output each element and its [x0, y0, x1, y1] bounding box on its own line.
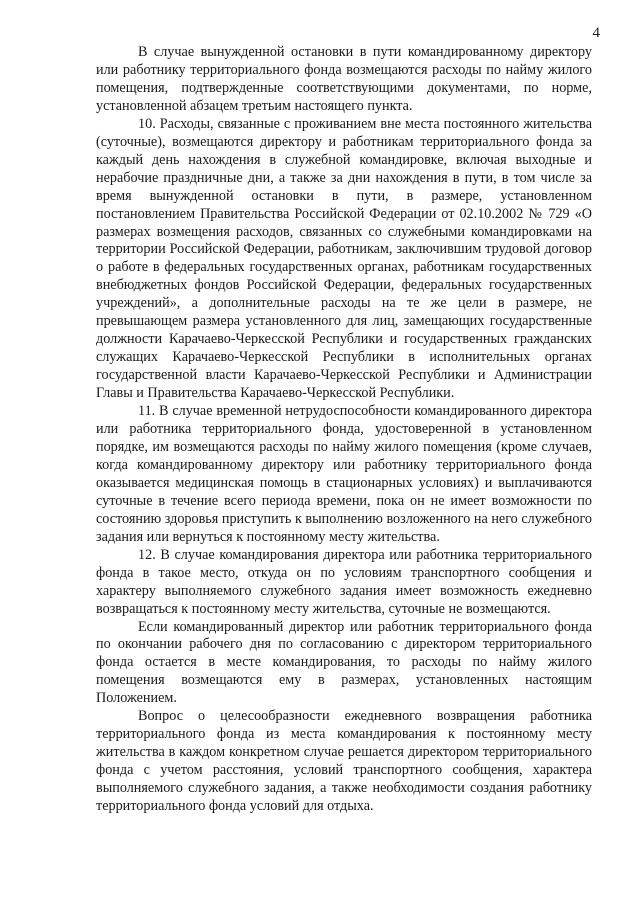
document-body [96, 44, 592, 816]
paragraph-11: 11. В случае временной нетрудоспособности командированного директора или работника территориального фонда, удостоверенной в установленном порядке, им возмещаются расходы по найму жилого помещения (кроме случаев, когда командированному директору или работнику территориального фонда оказывается медицинская помощь в стационарных условиях) и выплачиваются суточные в течение всего периода времени, пока он не имеет возможности по состоянию здоровья приступить к выполнению возложенного на него служебного задания или вернуться к постоянному месту жительства. [96, 403, 592, 545]
paragraph-10: 10. Расходы, связанные с проживанием вне места постоянного жительства (суточные), возмещаются директору и работникам территориального фонда за каждый день нахождения в служебной командировке, включая выходные и нерабочие праздничные дни, а также за дни нахождения в пути, в том числе за время вынужденной остановки в пути, в размере, установленном постановлением Правительства Российской Федерации от 02.10.2002 № 729 «О размерах возмещения расходов, связанных со служебными командировками на территории Российской Федерации, работникам, заключившим трудовой договор о работе в федеральных государственных органах, работникам государственных внебюджетных фондов Российской Федерации, федеральных государственных учреждений», а дополнительные расходы на те же цели в размере, не превышающем размера установленного для лиц, замещающих государственные должности Карачаево-Черкесской Республики и государственных гражданских служащих Карачаево-Черкесской Республики в исполнительных органах государственной власти Карачаево-Черкесской Республики и Администрации Главы и Правительства Карачаево-Черкесской Республики. [96, 115, 592, 402]
paragraph-forced-stop: В случае вынужденной остановки в пути командированному директору или работнику территориального фонда возмещаются расходы по найму жилого помещения, подтвержденные соответствующими документами, по норме, установленной абзацем третьим настоящего пункта. [96, 44, 592, 114]
page-number: 4 [592, 25, 600, 41]
paragraph-12-return: Вопрос о целесообразности ежедневного возвращения работника территориального фонда из места командирования к постоянному месту жительства в каждом конкретном случае решается директором территориального фонда с учетом расстояния, условий транспортного сообщения, характера выполняемого служебного задания, а также необходимости создания работнику территориального фонда условий для отдыха. [96, 708, 592, 815]
paragraph-12-stay: Если командированный директор или работник территориального фонда по окончании рабочего дня по согласованию с директором территориального фонда остается в месте командирования, то расходы по найму жилого помещения возмещаются ему в размерах, установленных настоящим Положением. [96, 618, 592, 707]
paragraph-12: 12. В случае командирования директора или работника территориального фонда в такое место, откуда он по условиям транспортного сообщения и характеру выполняемого служебного задания имеет возможность ежедневно возвращаться к постоянному месту жительства, суточные не возмещаются. [96, 546, 592, 617]
